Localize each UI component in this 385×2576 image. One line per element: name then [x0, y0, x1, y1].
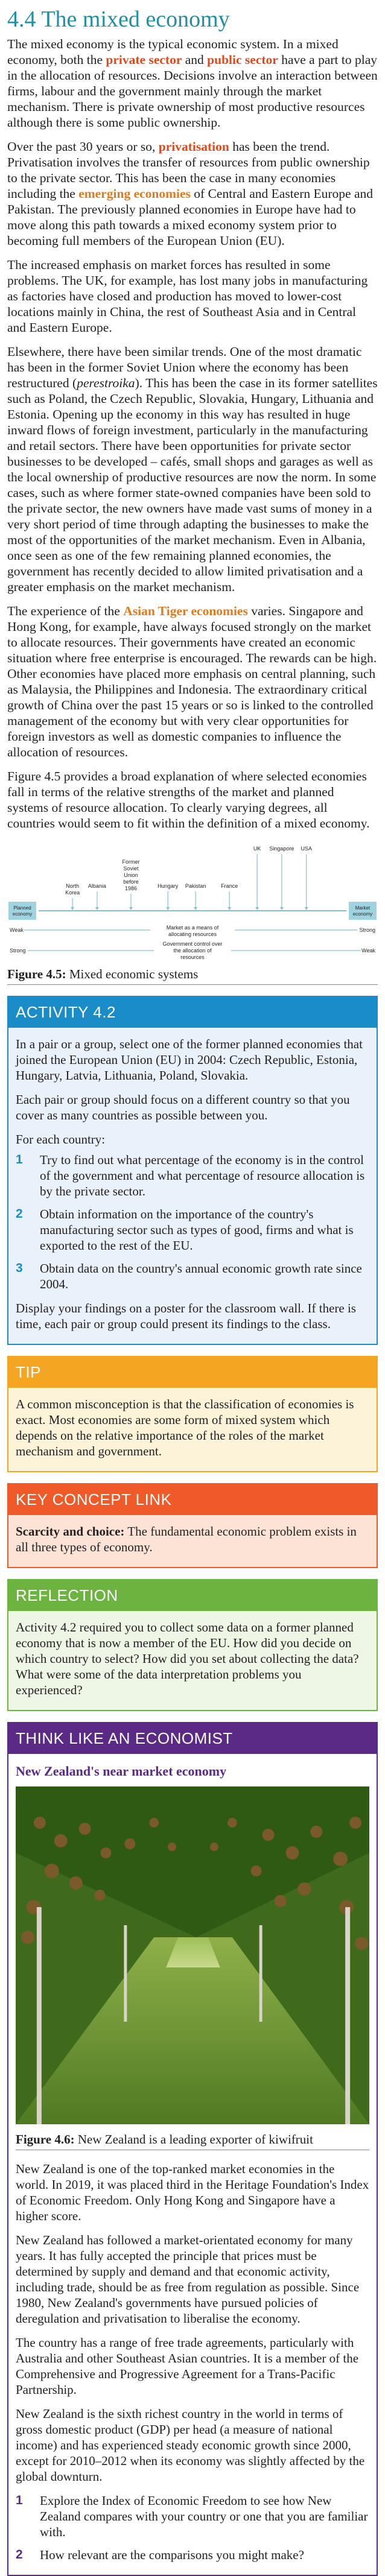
text-run: The mixed economy is the typical economic system. In a mixed economy, both the [7, 37, 339, 67]
item-text: Try to find out what percentage of the economy is in the control of the government and what percentage of resource allocation is by the private sector. [40, 1153, 365, 1198]
text-run: and [182, 52, 208, 67]
intro-paragraph-3: The increased emphasis on market forces has resulted in some problems. The UK, for example, has lost many jobs in manufacturing as factories have closed and production has moved to lower-cost locations mainly in China, the rest of Southeast Asia and in Central and Eastern Europe. [7, 258, 368, 335]
figure-4-5-caption [7, 967, 378, 985]
activity-box [7, 996, 378, 1345]
item-number: 2 [16, 1207, 23, 1221]
list-item [16, 1152, 369, 1199]
country-marker-arrow [166, 907, 170, 910]
keyword-emerging-economies[interactable]: emerging economies [78, 186, 191, 201]
country-marker-arrow [129, 907, 133, 910]
keyword-asian-tiger[interactable]: Asian Tiger economies [123, 604, 248, 618]
intro-paragraph-1 [7, 36, 378, 130]
intro-paragraph-2 [7, 139, 378, 248]
intro-paragraph-5 [7, 603, 378, 760]
item-text: Obtain information on the importance of the country's manufacturing sector such as types of good, firms and what is exported to the rest of the EU. [40, 1207, 354, 1253]
kiwifruit-orchard-photo [16, 1786, 369, 2124]
axis1-center-label: Market as a means of allocating resources [166, 925, 219, 937]
list-item [16, 2547, 369, 2563]
activity-paragraph: In a pair or a group, select one of the former planned economies that joined the European Union (EU) in 2004: Czech Republic, Estonia, Hungary, Latvia, Lithuania, Poland, Slovakia. [16, 1037, 363, 1083]
tip-header: TIP [8, 1357, 377, 1388]
text-run: ). This has been the case in its former satellites such as Poland, the Czech Republic, Slovakia, Hungary, Lithuania and Estonia. Opening up the economy in this way has resulted in huge inward flows of foreign investment, particularly in the manufacturing and retail sectors. There have been opportunities for private sector businesses to be developed – cafés, small shops and garages as well as the local ownership of productive resources are now the norm. In some cases, such as where former state-owned companies have been sold to the private sector, the new owners have made vast sums of money in a very short period of time through adapting the businesses to make the most of the opportunities of the market mechanism. Even in Albania, once seen as one of the few remaining planned economies, the government has recently decided to allow limited privatisation and a greater emphasis on the market mechanism. [7, 376, 378, 594]
caption-label: Figure 4.5: [7, 967, 66, 981]
figure-4-5 [7, 840, 378, 963]
key-concept-body [8, 1515, 377, 1567]
market-economy-label: economy [352, 911, 373, 917]
country-marker-arrow [95, 907, 99, 910]
key-concept-term: Scarcity and choice: [16, 1524, 125, 1539]
country-label: Albania [88, 883, 106, 889]
intro-paragraph-4 [7, 344, 378, 595]
country-marker-arrow [71, 907, 74, 910]
intro-paragraph-6: Figure 4.5 provides a broad explanation of where selected economies fall in terms of the relative strengths of the market and planned systems of resource allocation. To clearly varying degrees, all countries would seem to fit within the definition of a mixed economy. [7, 769, 370, 831]
activity-paragraph: Display your findings on a poster for the classroom wall. If there is time, each pair or group could present its findings to the class. [16, 1301, 356, 1331]
market-economy-label: Market [355, 905, 371, 911]
country-marker-arrow [280, 907, 284, 910]
key-concept-definition: The fundamental economic problem exists in all three types of economy. [16, 1524, 357, 1554]
item-number: 1 [16, 2493, 23, 2507]
mixed-economy-diagram [7, 840, 378, 960]
item-number: 3 [16, 1261, 23, 1275]
key-concept-header: KEY CONCEPT LINK [8, 1484, 377, 1515]
country-label: Former Soviet Union before 1986 [122, 859, 140, 891]
country-label: France [221, 883, 238, 889]
country-label: Singapore [269, 846, 294, 852]
item-number: 1 [16, 1153, 23, 1166]
planned-economy-label: economy [12, 911, 33, 917]
country-label: USA [301, 846, 312, 852]
think-paragraph: New Zealand has followed a market-orientated economy for many years. It has fully accepted the principle that prices must be determined by supply and demand and that economic activity, including trade, should be as free from regulation as possible. Since 1980, New Zealand's governments have pursued policies of deregulation and privatisation to liberalise the economy. [16, 2233, 360, 2326]
item-text: Obtain data on the country's annual economic growth rate since 2004. [40, 1261, 362, 1291]
axis1-right-label: Strong [359, 927, 375, 933]
country-marker-arrow [194, 907, 197, 910]
country-marker-arrow [255, 907, 259, 910]
reflection-body [8, 1611, 377, 1710]
list-item [16, 1261, 369, 1292]
activity-list [16, 1152, 369, 1292]
country-label: Pakistan [185, 883, 206, 889]
think-header: THINK LIKE AN ECONOMIST [8, 1723, 377, 1754]
list-item [16, 1206, 369, 1253]
country-label: UK [253, 846, 261, 852]
item-text: How relevant are the comparisons you might make? [40, 2548, 304, 2562]
caption-text: Mixed economic systems [66, 967, 199, 981]
italic-term: perestroika [77, 376, 135, 390]
caption-label: Figure 4.6: [16, 2132, 75, 2147]
text-run: of Central and Eastern Europe and Pakistan. The previously planned economies in Europe have had to move along this path towards a mixed economy system prior to becoming full members of the European Union (EU). [7, 186, 374, 248]
item-text: Explore the Index of Economic Freedom to see how New Zealand compares with your country or one that you are familiar with. [40, 2493, 368, 2539]
keyword-public-sector[interactable]: public sector [207, 52, 278, 67]
think-paragraph: New Zealand is the sixth richest country in the world in terms of gross domestic product (GDP) per head (a measure of national income) and has experienced steady economic growth since 2000, except for 2010–2012 when its economy was slightly affected by the global downturn. [16, 2407, 365, 2484]
text-run: Elsewhere, there have been similar trends. One of the most dramatic has been in the former Soviet Union where the economy has been restructured ( [7, 344, 362, 390]
activity-paragraph: For each country: [16, 1132, 106, 1147]
country-label: Hungary [158, 883, 179, 889]
tip-box [7, 1356, 378, 1472]
text-run: The experience of the [7, 604, 124, 618]
planned-economy-label: Planned [13, 905, 31, 911]
key-concept-text [16, 1524, 369, 1555]
keyword-private-sector[interactable]: private sector [106, 52, 182, 67]
section-title: 4.4 The mixed economy [7, 7, 230, 32]
reflection-header: REFLECTION [8, 1580, 377, 1611]
think-like-economist-box [7, 1722, 378, 2576]
list-item [16, 2493, 369, 2540]
country-label: North Korea [65, 883, 80, 896]
text-run: has been the trend. Privatisation involves the transfer of resources from public ownership to the private sector. This has been the case in many economies including the [7, 139, 370, 201]
reflection-text: Activity 4.2 required you to collect some data on a former planned economy that is now a member of the EU. How did you decide on which country to select? How did you set about collecting the data? What were some of the data interpretation problems you experienced? [16, 1620, 359, 1697]
activity-header: ACTIVITY 4.2 [8, 997, 377, 1028]
think-subheading: New Zealand's near market economy [16, 1764, 227, 1779]
caption-text: New Zealand is a leading exporter of kiwifruit [74, 2132, 313, 2147]
activity-paragraph: Each pair or group should focus on a different country so that you cover as many countries as possible between you. [16, 1092, 350, 1122]
text-run: varies. Singapore and Hong Kong, for example, have always focused strongly on the market to allocate resources. Their governments have created an economic situation where free enterprise is encouraged. The rewards can be high. Other economies have placed more emphasis on central planning, such as Malaysia, the Philippines and Indonesia. The extraordinary critical growth of China over the past 15 years or so is linked to the controlled management of the economy but with very clear opportunities for foreign investors as well as domestic companies to influence the allocation of resources. [7, 604, 377, 759]
activity-body [8, 1028, 377, 1344]
tip-body [8, 1388, 377, 1471]
axis2-center-label: Government control over the allocation of resources [162, 941, 223, 960]
think-paragraph: The country has a range of free trade agreements, particularly with Australia and other Southeast Asian countries. It is a member of the Comprehensive and Progressive Agreement for a Trans-Pacific Partnership. [16, 2335, 359, 2397]
country-marker-arrow [228, 907, 231, 910]
axis1-left-label: Weak [10, 927, 24, 933]
market-economy-box [349, 902, 377, 920]
text-run: have a part to play in the allocation of resources. Decisions involve an interaction between firms, labour and the government mainly through the market mechanism. There is private ownership of most productive resources although there is some public ownership. [7, 52, 378, 130]
country-marker-arrow [305, 907, 308, 910]
item-number: 2 [16, 2548, 23, 2562]
text-run: Over the past 30 years or so, [7, 139, 159, 154]
planned-economy-box [8, 902, 36, 920]
think-body [8, 1754, 377, 2575]
think-list [16, 2493, 369, 2563]
think-paragraph: New Zealand is one of the top-ranked market economies in the world. In 2019, it was placed third in the Heritage Foundation's Index of Economic Freedom. Only Hong Kong and Singapore have a higher score. [16, 2162, 369, 2223]
tip-text: A common misconception is that the classification of economies is exact. Most economies are some form of mixed system which depends on the relative importance of the roles of the market mechanism and government. [16, 1397, 354, 1458]
key-concept-box [7, 1483, 378, 1568]
figure-4-6-caption [16, 2132, 369, 2150]
axis2-right-label: Weak [361, 948, 375, 954]
axis2-left-label: Strong [10, 948, 26, 954]
reflection-box [7, 1579, 378, 1711]
keyword-privatisation[interactable]: privatisation [158, 139, 229, 154]
